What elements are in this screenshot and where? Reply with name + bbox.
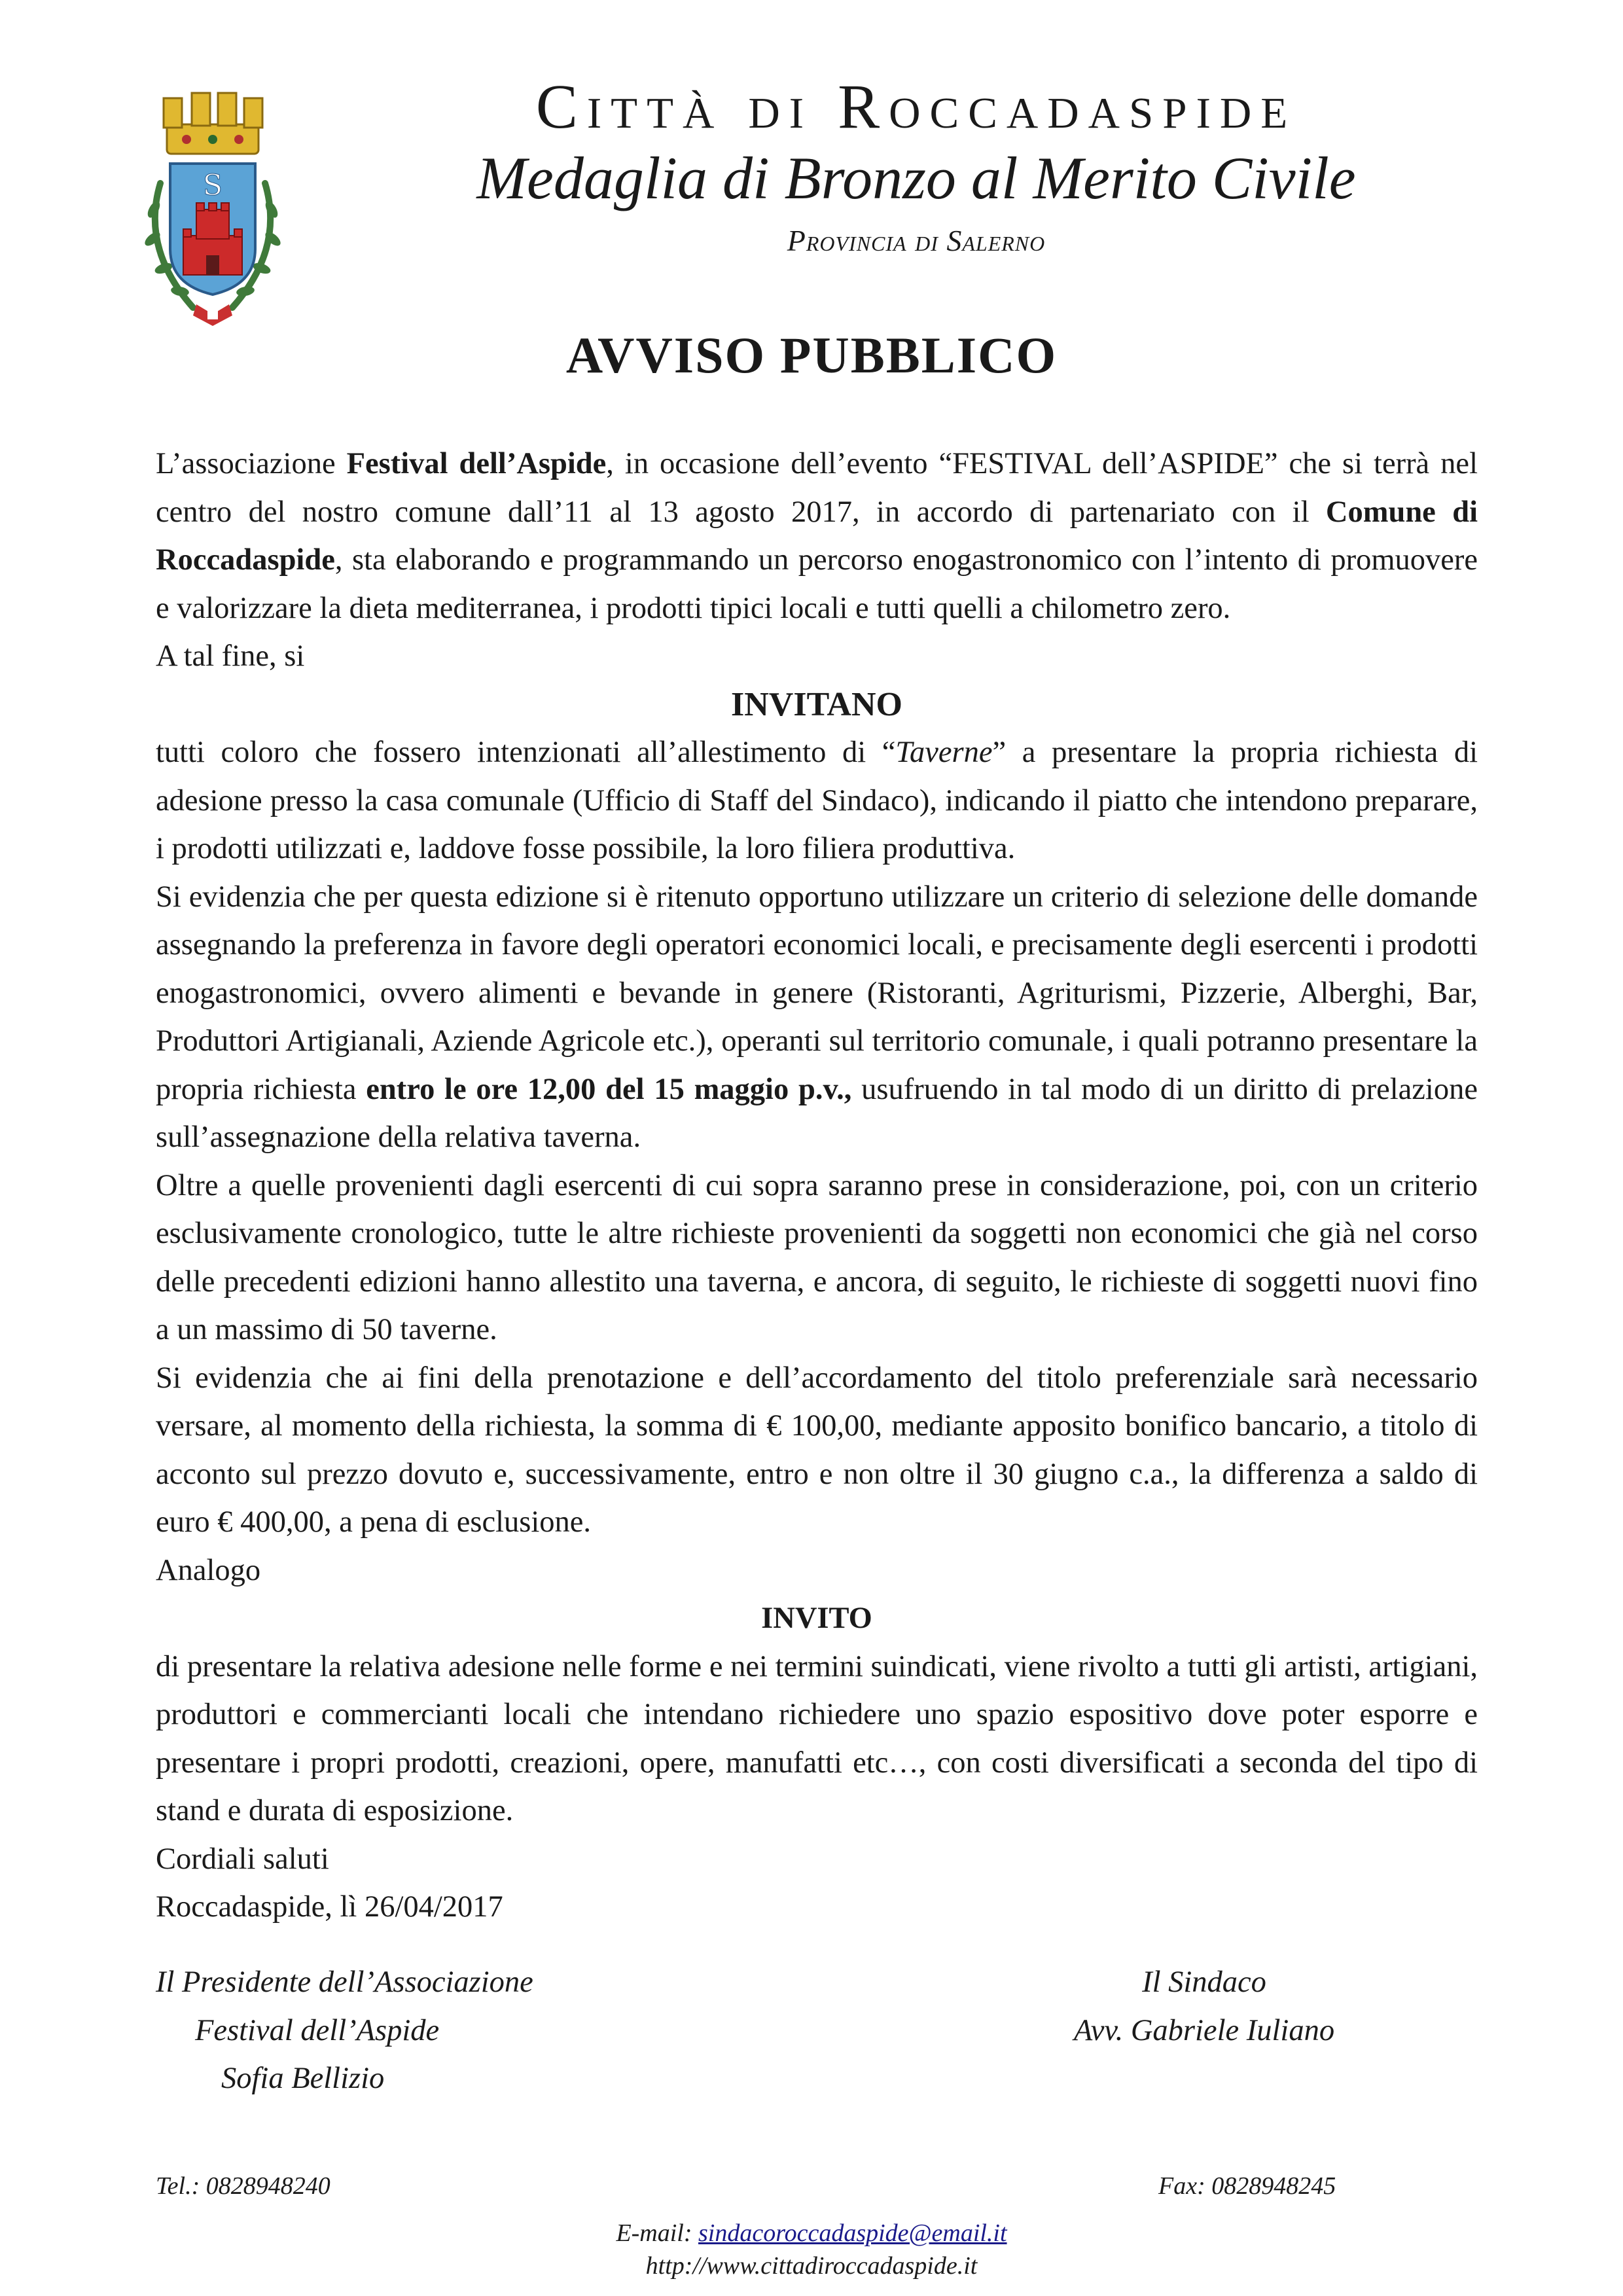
city-crest [134,79,291,340]
paragraph-chronological: Oltre a quelle provenienti dagli esercenti di cui sopra saranno prese in considerazione, poi, con un criterio esclusivamente cronologico, tutte le altre richieste provenienti da soggetti non economici che già nel corso delle precedenti edizioni hanno allestito una taverna, e ancora, di seguito, le richieste di soggetti nuovi fino a un massimo di 50 taverne. [156,1168,1478,1346]
paragraph-analogo: Analogo [156,1553,261,1587]
city-name: Città di Roccadaspide [535,71,1297,141]
document-title: AVVISO PUBBLICO [565,327,1058,384]
mayor-role: Il Sindaco [1142,1965,1266,1999]
heading-invito: INVITO [761,1602,872,1635]
signature-mayor [1027,1958,1381,2054]
heading-invitano: INVITANO [731,685,902,723]
association-name: Festival dell’Aspide [195,2013,440,2047]
paragraph-taverne: tutti coloro che fossero intenzionati all’allestimento di “Taverne” a presentare la propria richiesta di adesione presso la casa comunale (Ufficio di Staff del Sindaco), indicando il piatto che intendono preparare, i prodotti utilizzati e, laddove fosse possibile, la loro filiera produttiva. [156,736,1478,865]
paragraph-intro: L’associazione Festival dell’Aspide, in occasione dell’evento “FESTIVAL dell’ASPIDE” che si terrà nel centro del nostro comune dall’11 al 13 agosto 2017, in accordo di partenariato con il Comune di Roccadaspide, sta elaborando e programmando un percorso enogastronomico con l’intento di promuovere e valorizzare la dieta mediterranea, i prodotti tipici locali e tutti quelli a chilometro zero. [156,447,1478,625]
document-body [156,440,1478,1931]
footer-website[interactable]: http://www.cittadiroccadaspide.it [645,2252,978,2280]
paragraph-artists: di presentare la relativa adesione nelle forme e nei termini suindicati, viene rivolto a tutti gli artisti, artigiani, produttori e commercianti locali che intendano richiedere uno spazio espositivo dove poter esporre e presentare i propri prodotti, creazioni, opere, manufatti etc…, con costi diversificati a seconda del tipo di stand e durata di esposizione. [156,1649,1478,1827]
closing-greeting: Cordiali saluti [156,1842,329,1876]
place-date: Roccadaspide, lì 26/04/2017 [156,1890,503,1924]
paragraph-purpose: A tal fine, si [156,639,305,673]
crest-emblem-icon [134,79,291,340]
mayor-name: Avv. Gabriele Iuliano [1073,2013,1335,2047]
signature-association [156,1958,533,2103]
president-name: Sofia Bellizio [221,2062,385,2095]
paragraph-selection: Si evidenzia che per questa edizione si è ritenuto opportuno utilizzare un criterio di selezione delle domande assegnando la preferenza in favore degli operatori economici locali, e precisamente degli esercenti i prodotti enogastronomici, ovvero alimenti e bevande in genere (Ristoranti, Agriturismi, Pizzerie, Alberghi, Bar, Produttori Artigianali, Aziende Agricole etc.), operanti sul territorio comunale, i quali potranno presentare la propria richiesta entro le ore 12,00 del 15 maggio p.v., usufruendo in tal modo di un diritto di prelazione sull’assegnazione della relativa taverna. [156,880,1478,1154]
association-role: Il Presidente dell’Associazione [156,1965,533,1999]
crown-icon [164,93,262,154]
province-label: Provincia di Salerno [787,223,1046,257]
email-link[interactable]: sindacoroccadaspide@email.it [698,2219,1007,2247]
crest-letter: S [202,169,223,202]
medal-subtitle: Medaglia di Bronzo al Merito Civile [476,144,1356,211]
footer-telephone: Tel.: 0828948240 [156,2172,330,2200]
footer-fax: Fax: 0828948245 [1158,2172,1336,2200]
footer-email: E-mail: sindacoroccadaspide@email.it [616,2219,1007,2247]
letterhead [425,72,1407,258]
paragraph-payment: Si evidenzia che ai fini della prenotazione e dell’accordamento del titolo preferenziale sarà necessario versare, al momento della richiesta, la somma di € 100,00, mediante apposito bonifico bancario, a titolo di acconto sul prezzo dovuto e, successivamente, entro e non oltre il 30 giugno c.a., la differenza a saldo di euro € 400,00, a pena di esclusione. [156,1361,1478,1539]
